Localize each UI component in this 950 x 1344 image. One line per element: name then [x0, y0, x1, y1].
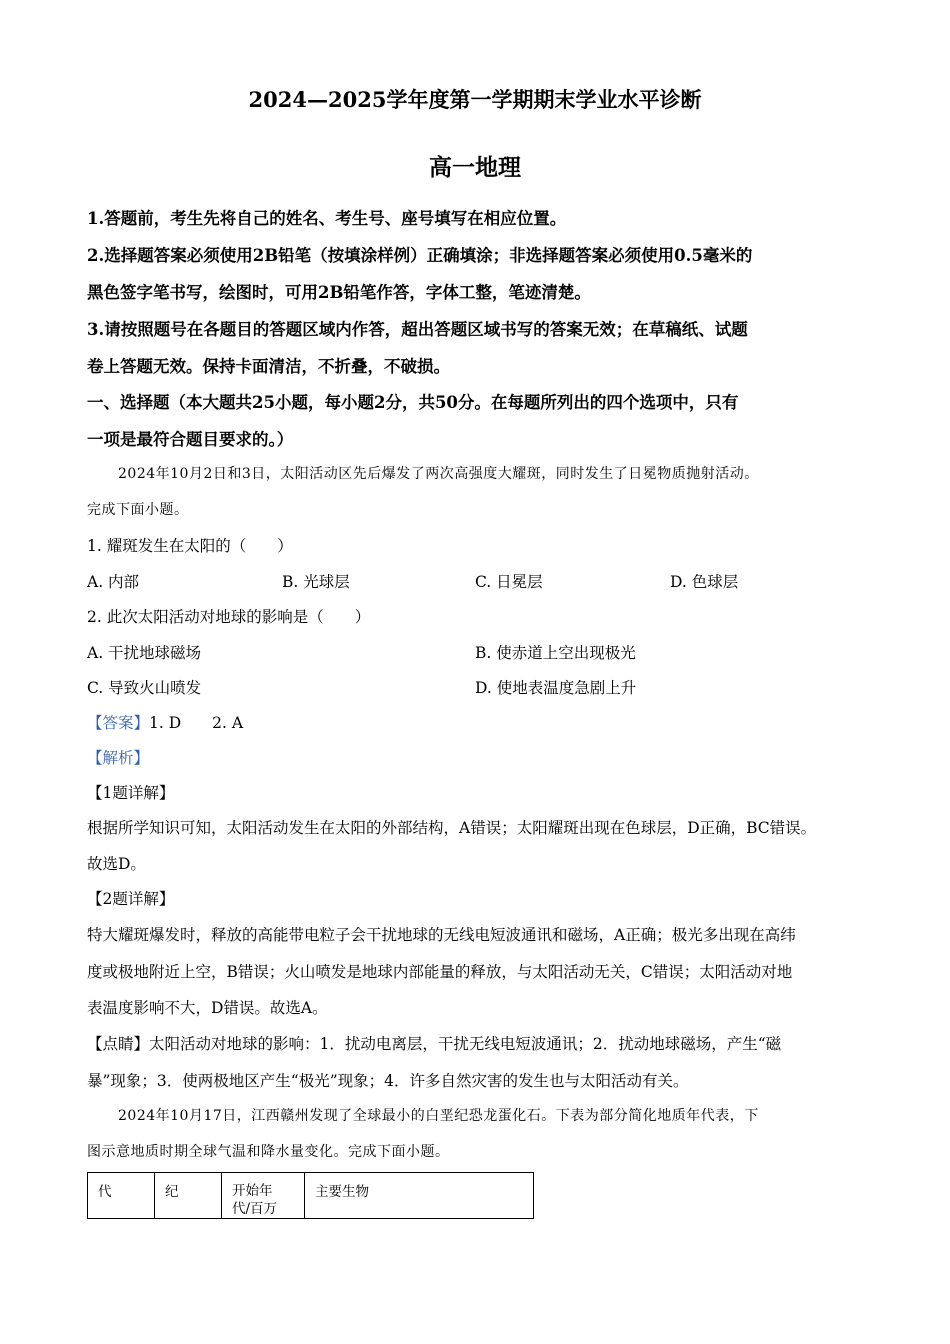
option-b: B. 使赤道上空出现极光 — [475, 644, 636, 662]
option-c: C. 导致火山喷发 — [87, 679, 202, 697]
material-text: 2024年10月2日和3日，太阳活动区先后爆发了两次高强度大耀斑，同时发生了日冕物质抛射活动。 — [118, 466, 759, 482]
detail-text: 度或极地附近上空，B错误；火山喷发是地球内部能量的释放，与太阳活动无关，C错误；太阳活动对地 — [87, 963, 793, 981]
option-a: A. 干扰地球磁场 — [87, 644, 202, 662]
option-d: D. 色球层 — [670, 573, 739, 591]
exam-title: 2024—2025学年度第一学期期末学业水平诊断 — [248, 87, 702, 112]
tip-label: 【点睛】 — [87, 1035, 150, 1053]
tip-row — [87, 1032, 781, 1054]
instruction-line: 1.答题前，考生先将自己的姓名、考生号、座号填写在相应位置。 — [87, 209, 567, 228]
table-header-period: 纪 — [155, 1173, 222, 1219]
instruction-line: 3.请按照题号在各题目的答题区域内作答，超出答题区域书写的答案无效；在草稿纸、试题 — [87, 320, 748, 339]
material-text: 完成下面小题。 — [87, 502, 189, 518]
detail-text: 根据所学知识可知，太阳活动发生在太阳的外部结构，A错误；太阳耀斑出现在色球层，D正确，BC错误。 — [87, 819, 817, 837]
instruction-line: 卷上答题无效。保持卡面清洁，不折叠，不破损。 — [87, 357, 450, 376]
table-header-start-age-line: 开始年 — [232, 1183, 273, 1199]
table-header-era: 代 — [88, 1173, 155, 1219]
section-heading: 一、选择题（本大题共25小题，每小题2分，共50分。在每题所列出的四个选项中，只有 — [87, 393, 739, 412]
table-header-organisms: 主要生物 — [305, 1173, 534, 1219]
tip-text: 太阳活动对地球的影响：1．扰动电离层，干扰无线电短波通讯；2．扰动地球磁场，产生“磁 — [149, 1035, 782, 1053]
option-c: C. 日冕层 — [475, 573, 543, 591]
instruction-line: 2.选择题答案必须使用2B铅笔（按填涂样例）正确填涂；非选择题答案必须使用0.5毫米的 — [87, 246, 753, 265]
exam-subject: 高一地理 — [429, 154, 521, 181]
detail-text: 特大耀斑爆发时，释放的高能带电粒子会干扰地球的无线电短波通讯和磁场，A正确；极光多出现在高纬 — [87, 926, 796, 944]
answer-label: 【答案】 — [87, 714, 150, 732]
table-header-start-age-line: 代/百万 — [232, 1201, 278, 1217]
detail-text: 故选D。 — [87, 855, 146, 873]
instruction-line: 黑色签字笔书写，绘图时，可用2B铅笔作答，字体工整，笔迹清楚。 — [87, 283, 591, 302]
detail-label: 【2题详解】 — [87, 890, 175, 908]
geologic-time-table — [87, 1172, 534, 1219]
option-d: D. 使地表温度急剧上升 — [475, 679, 637, 697]
material-text: 2024年10月17日，江西赣州发现了全球最小的白垩纪恐龙蛋化石。下表为部分简化地质年代表，下 — [118, 1108, 759, 1124]
question-stem: 2. 此次太阳活动对地球的影响是（ ） — [87, 608, 371, 626]
question-stem: 1. 耀斑发生在太阳的（ ） — [87, 537, 293, 555]
answer-text: 1. D 2. A — [149, 714, 244, 732]
section-heading: 一项是最符合题目要求的。） — [87, 430, 294, 449]
table-header-row — [88, 1173, 534, 1219]
material-text: 图示意地质时期全球气温和降水量变化。完成下面小题。 — [87, 1144, 450, 1160]
option-a: A. 内部 — [87, 573, 140, 591]
table-header-start-age — [222, 1173, 305, 1219]
tip-text: 暴”现象；3．使两极地区产生“极光”现象；4．许多自然灾害的发生也与太阳活动有关。 — [87, 1072, 689, 1090]
option-b: B. 光球层 — [282, 573, 350, 591]
analysis-label: 【解析】 — [87, 749, 150, 767]
detail-text: 表温度影响不大，D错误。故选A。 — [87, 999, 328, 1017]
answer-row — [87, 711, 243, 733]
detail-label: 【1题详解】 — [87, 784, 175, 802]
